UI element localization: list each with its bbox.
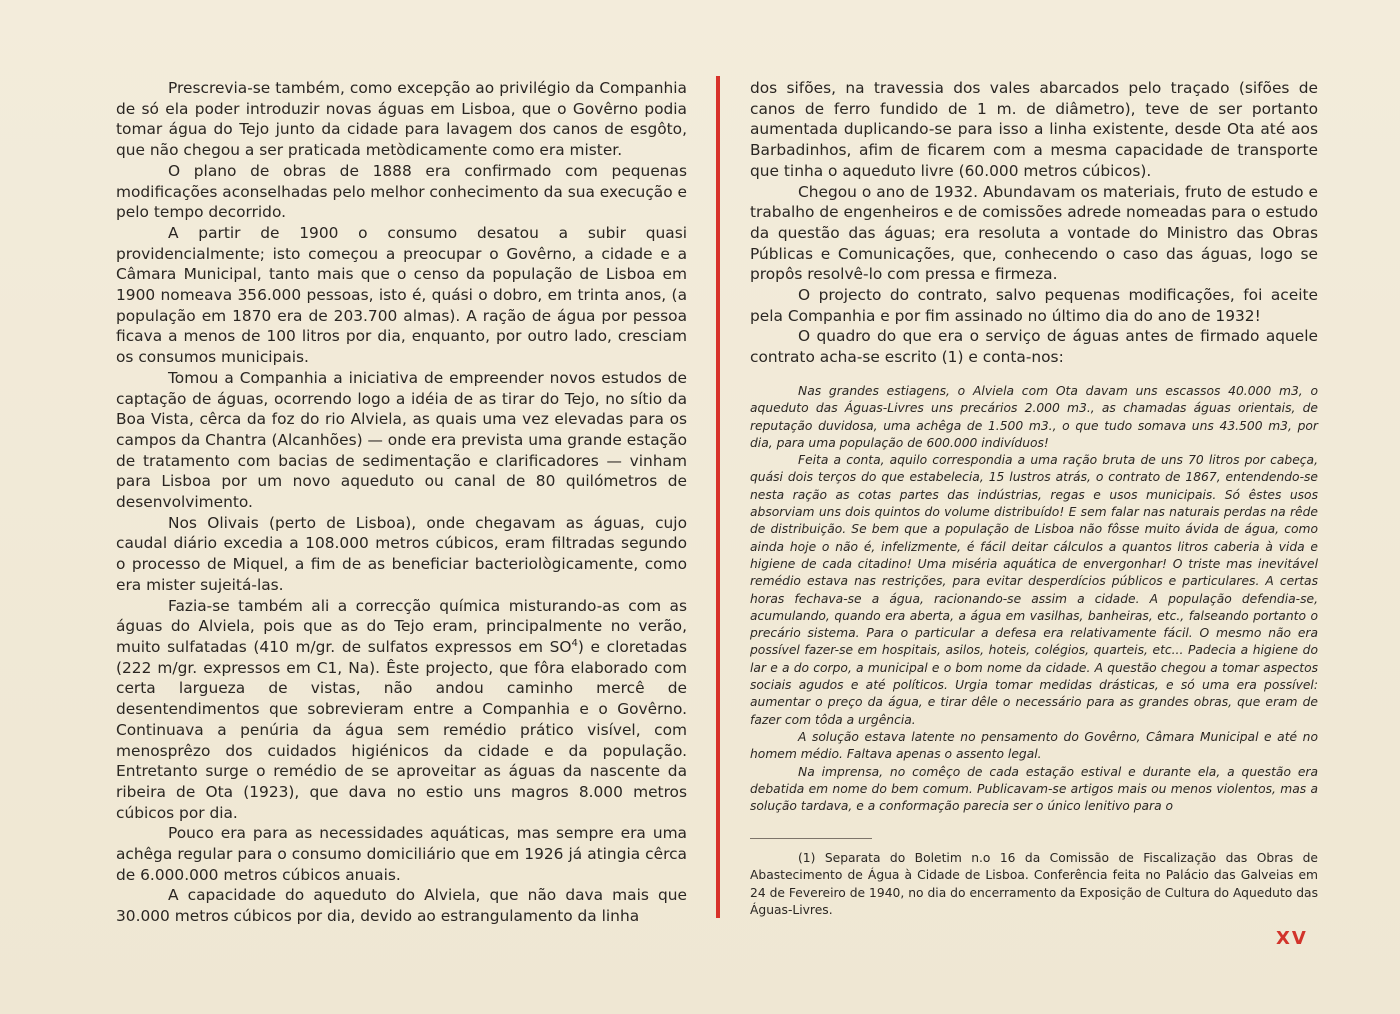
paragraph: Chegou o ano de 1932. Abundavam os materiais, fruto de estudo e trabalho de engenheiros e de comissões adrede nomeadas para o estudo da questão das águas; era resoluta a vontade do Ministro das Obras Públicas e Comunicações, que, conhecendo o caso das águas, logo se propôs resolvê-lo com pressa e firmeza. bbox=[750, 182, 1318, 284]
quote-paragraph: Nas grandes estiagens, o Alviela com Ota davam uns escassos 40.000 m3, o aqueduto das Águas-Livres uns precários 2.000 m3., as chamadas águas orientais, de reputação duvidosa, uma achêga de 1.500 m3., o que tudo somava uns 43.500 m3, por dia, para uma população de 600.000 indivíduos! bbox=[750, 384, 1318, 450]
quoted-passage bbox=[750, 383, 1318, 815]
left-text-column bbox=[116, 78, 687, 927]
paragraph: A capacidade do aqueduto do Alviela, que não dava mais que 30.000 metros cúbicos por dia, devido ao estrangulamento da linha bbox=[116, 886, 687, 926]
page-number: XV bbox=[1276, 928, 1308, 949]
paragraph: Nos Olivais (perto de Lisboa), onde chegavam as águas, cujo caudal diário excedia a 108.000 metros cúbicos, eram filtradas segundo o processo de Miquel, a fim de as beneficiar bacteriològicamente, como era mister sujeitá-las. bbox=[116, 513, 687, 594]
paragraph: A partir de 1900 o consumo desatou a subir quasi providencialmente; isto começou a preocupar o Govêrno, a cidade e a Câmara Municipal, tanto mais que o censo da população de Lisboa em 1900 nomeava 356.000 pessoas, isto é, quási o dobro, em trinta anos, (a população em 1870 era de 203.700 almas). A ração de água por pessoa ficava a menos de 100 litros por dia, enquanto, por outro lado, cresciam os consumos municipais. bbox=[116, 223, 687, 367]
quote-paragraph: Feita a conta, aquilo correspondia a uma ração bruta de uns 70 litros por cabeça, quási dois terços do que estabelecia, 15 lustros atrás, o contrato de 1867, entendendo-se nesta ração as cotas partes das indústrias, regas e usos municipais. Só êstes usos absorviam uns dois quintos do volume distribuído! E sem falar nas naturais perdas na rêde de distribuição. Se bem que a população de Lisboa não fôsse muito ávida de água, como ainda hoje o não é, infelizmente, é fácil deitar cálculos a quantos litros caberia à vida e higiene de cada citadino! Uma miséria aquática de envergonhar! O triste mas inevitável remédio estava nas restrições, para evitar desperdícios públicos e particulares. A certas horas fechava-se a água, racionando-se assim a cidade. A população defendia-se, acumulando, quando era aberta, a água em vasilhas, banheiras, etc., falseando portanto o precário sistema. Para o particular a defesa era relativamente fácil. O mesmo não era possível fazer-se em hospitais, asilos, hoteis, colégios, quarteis, etc... Padecia a higiene do lar e a do corpo, a municipal e o bom nome da cidade. A questão chegou a tomar aspectos sociais agudos e até políticos. Urgia tomar medidas drásticas, e só uma era possível: aumentar o preço da água, e tirar dêle o necessário para as grandes obras, que eram de fazer com tôda a urgência. bbox=[750, 453, 1318, 727]
paragraph-text: ) e cloretadas (222 m/gr. expressos em C1, Na). Êste projecto, que fôra elaborado com certa largueza de vistas, não andou caminho mercê de desentendimentos que sobrevieram entre a Companhia e o Govêrno. Continuava a penúria da água sem remédio prático visível, com menosprêzo dos cuidados higiénicos da cidade e da população. Entretanto surge o remédio de se aproveitar as águas da nascente da ribeira de Ota (1923), que dava no estio uns magros 8.000 metros cúbicos por dia. bbox=[116, 637, 687, 822]
superscript: 4 bbox=[571, 637, 578, 649]
column-divider-rule bbox=[716, 76, 720, 918]
footnote-rule bbox=[750, 838, 872, 839]
quote-paragraph: A solução estava latente no pensamento do Govêrno, Câmara Municipal e até no homem médio. Faltava apenas o assento legal. bbox=[750, 729, 1318, 762]
quote-paragraph: Na imprensa, no comêço de cada estação estival e durante ela, a questão era debatida em nome do bem comum. Publicavam-se artigos mais ou menos violentos, mas a solução tardava, e a conformação parecia ser o único lenitivo para o bbox=[750, 764, 1318, 814]
paragraph: O quadro do que era o serviço de águas antes de firmado aquele contrato acha-se escrito (1) e conta-nos: bbox=[750, 327, 1318, 367]
paragraph: dos sifões, na travessia dos vales abarcados pelo traçado (sifões de canos de ferro fundido de 1 m. de diâmetro), teve de ser portanto aumentada duplicando-se para isso a linha existente, desde Ota até aos Barbadinhos, afim de ficarem com a mesma capacidade de transporte que tinha o aqueduto livre (60.000 metros cúbicos). bbox=[750, 79, 1318, 180]
paragraph bbox=[116, 596, 687, 824]
right-text-column bbox=[750, 78, 1318, 368]
paragraph: O projecto do contrato, salvo pequenas modificações, foi aceite pela Companhia e por fim assinado no último dia do ano de 1932! bbox=[750, 286, 1318, 325]
paragraph: Prescrevia-se também, como excepção ao privilégio da Companhia de só ela poder introduzir novas águas em Lisboa, que o Govêrno podia tomar água do Tejo junto da cidade para lavagem dos canos de esgôto, que não chegou a ser praticada metòdicamente como era mister. bbox=[116, 79, 687, 160]
paragraph: Pouco era para as necessidades aquáticas, mas sempre era uma achêga regular para o consumo domiciliário que em 1926 já atingia cêrca de 6.000.000 metros cúbicos anuais. bbox=[116, 824, 687, 884]
paragraph-text: Fazia-se também ali a correcção química misturando-as com as águas do Alviela, pois que as do Tejo eram, principalmente no verão, muito sulfatadas (410 m/gr. de sulfatos expressos em SO bbox=[116, 596, 687, 656]
paragraph: Tomou a Companhia a iniciativa de empreender novos estudos de captação de águas, ocorrendo logo a idéia de as tirar do Tejo, no sítio da Boa Vista, cêrca da foz do rio Alviela, as quais uma vez elevadas para os campos da Chantra (Alcanhões) — onde era prevista uma grande estação de tratamento com bacias de sedimentação e clarificadores — vinham para Lisboa por um novo aqueduto ou canal de 80 quilómetros de desenvolvimento. bbox=[116, 368, 687, 512]
footnote-text: (1) Separata do Boletim n.o 16 da Comissão de Fiscalização das Obras de Abastecimento de Água à Cidade de Lisboa. Conferência feita no Palácio das Galveias em 24 de Fevereiro de 1940, no dia do encerramento da Exposição de Cultura do Aqueduto das Águas-Livres. bbox=[750, 851, 1318, 917]
footnote bbox=[750, 850, 1318, 919]
paragraph: O plano de obras de 1888 era confirmado com pequenas modificações aconselhadas pelo melhor conhecimento da sua execução e pelo tempo decorrido. bbox=[116, 161, 687, 222]
